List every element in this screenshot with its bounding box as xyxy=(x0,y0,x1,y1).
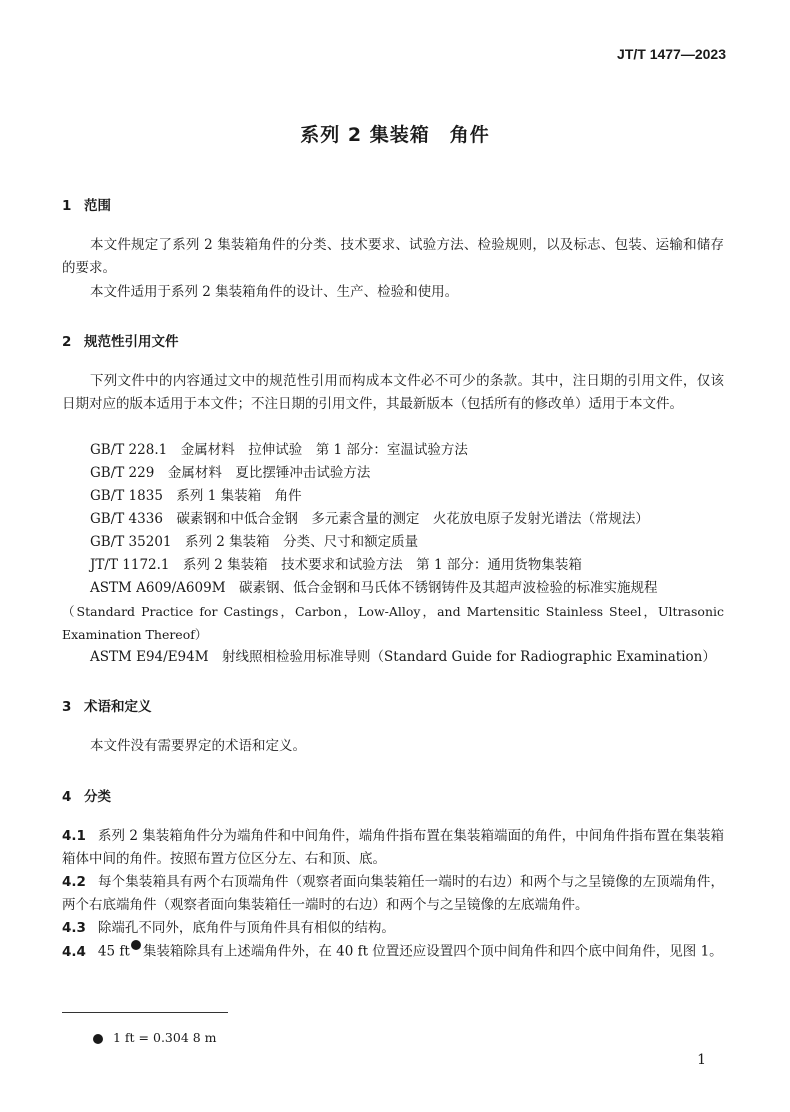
references-intro: 下列文件中的内容通过文中的规范性引用而构成本文件必不可少的条款。其中，注日期的引用文件，仅该日期对应的版本适用于本文件；不注日期的引用文件，其最新版本（包括所有的修改单）适用于本文件。 xyxy=(62,373,724,412)
clause-number: 4.1 xyxy=(62,828,86,844)
section-4-heading xyxy=(62,785,111,805)
footnote-text: 1 ft = 0.304 8 m xyxy=(113,1030,217,1045)
reference-item: GB/T 35201 系列 2 集装箱 分类、尺寸和额定质量 xyxy=(90,534,419,550)
section-title: 规范性引用文件 xyxy=(84,334,179,350)
clause-text-lead: 45 ft xyxy=(97,943,130,960)
clause-number: 4.3 xyxy=(62,920,86,936)
page-number: 1 xyxy=(697,1052,706,1068)
scope-paragraph-2: 本文件适用于系列 2 集装箱角件的设计、生产、检验和使用。 xyxy=(90,284,459,300)
clause-text: 系列 2 集装箱角件分为端角件和中间角件，端角件指布置在集装箱端面的角件，中间角件指布置在集装箱箱体中间的角件。按照布置方位区分左、右和顶、底。 xyxy=(62,828,724,867)
section-number: 1 xyxy=(62,198,72,214)
footnote-marker-icon xyxy=(93,1034,103,1044)
document-title: 系列 2 集装箱 角件 xyxy=(300,124,490,146)
section-1-heading xyxy=(62,194,111,214)
clause-text: 除端孔不同外，底角件与顶角件具有相似的结构。 xyxy=(97,920,395,936)
footnote-marker-icon[interactable] xyxy=(131,940,141,950)
section-number: 2 xyxy=(62,334,72,350)
reference-item-astm-a609: ASTM A609/A609M 碳素钢、低合金钢和马氏体不锈钢铸件及其超声波检验的标准实施规程 xyxy=(90,580,658,596)
section-3-heading xyxy=(62,695,152,715)
reference-item: JT/T 1172.1 系列 2 集装箱 技术要求和试验方法 第 1 部分：通用货物集装箱 xyxy=(90,557,582,573)
scope-paragraph-1: 本文件规定了系列 2 集装箱角件的分类、技术要求、试验方法、检验规则，以及标志、包装、运输和储存的要求。 xyxy=(62,237,724,276)
reference-item-astm-a609-continuation: （Standard Practice for Castings，Carbon，Low-Alloy，and Martensitic Stainless Steel，Ultrasonic Examination Thereof） xyxy=(62,604,724,642)
clause-4-3 xyxy=(62,917,724,940)
section-title: 术语和定义 xyxy=(84,699,152,715)
terms-paragraph: 本文件没有需要界定的术语和定义。 xyxy=(90,738,306,754)
section-number: 3 xyxy=(62,699,72,715)
reference-item-astm-e94: ASTM E94/E94M 射线照相检验用标准导则（Standard Guide for Radiographic Examination） xyxy=(90,649,716,665)
section-title: 范围 xyxy=(84,198,111,214)
footnote xyxy=(92,1030,217,1045)
clause-4-4 xyxy=(62,940,724,964)
clause-4-2 xyxy=(62,871,724,917)
clause-text: 集装箱除具有上述端角件外，在 40 ft 位置还应设置四个顶中间角件和四个底中间角件，见图 1。 xyxy=(142,943,723,960)
clause-number: 4.4 xyxy=(62,943,86,960)
reference-item: GB/T 229 金属材料 夏比摆锤冲击试验方法 xyxy=(90,465,371,481)
standard-number: JT/T 1477—2023 xyxy=(617,46,726,62)
reference-item: GB/T 228.1 金属材料 拉伸试验 第 1 部分：室温试验方法 xyxy=(90,442,468,458)
clause-number: 4.2 xyxy=(62,874,86,890)
footnote-divider xyxy=(62,1012,228,1013)
reference-item: GB/T 1835 系列 1 集装箱 角件 xyxy=(90,488,302,504)
clause-4-1 xyxy=(62,825,724,871)
clause-text: 每个集装箱具有两个右顶端角件（观察者面向集装箱任一端时的右边）和两个与之呈镜像的左顶端角件，两个右底端角件（观察者面向集装箱任一端时的右边）和两个与之呈镜像的左底端角件。 xyxy=(62,874,724,913)
reference-item: GB/T 4336 碳素钢和中低合金钢 多元素含量的测定 火花放电原子发射光谱法（常规法） xyxy=(90,511,649,527)
section-2-heading xyxy=(62,330,179,350)
section-title: 分类 xyxy=(84,789,111,805)
section-number: 4 xyxy=(62,789,72,805)
